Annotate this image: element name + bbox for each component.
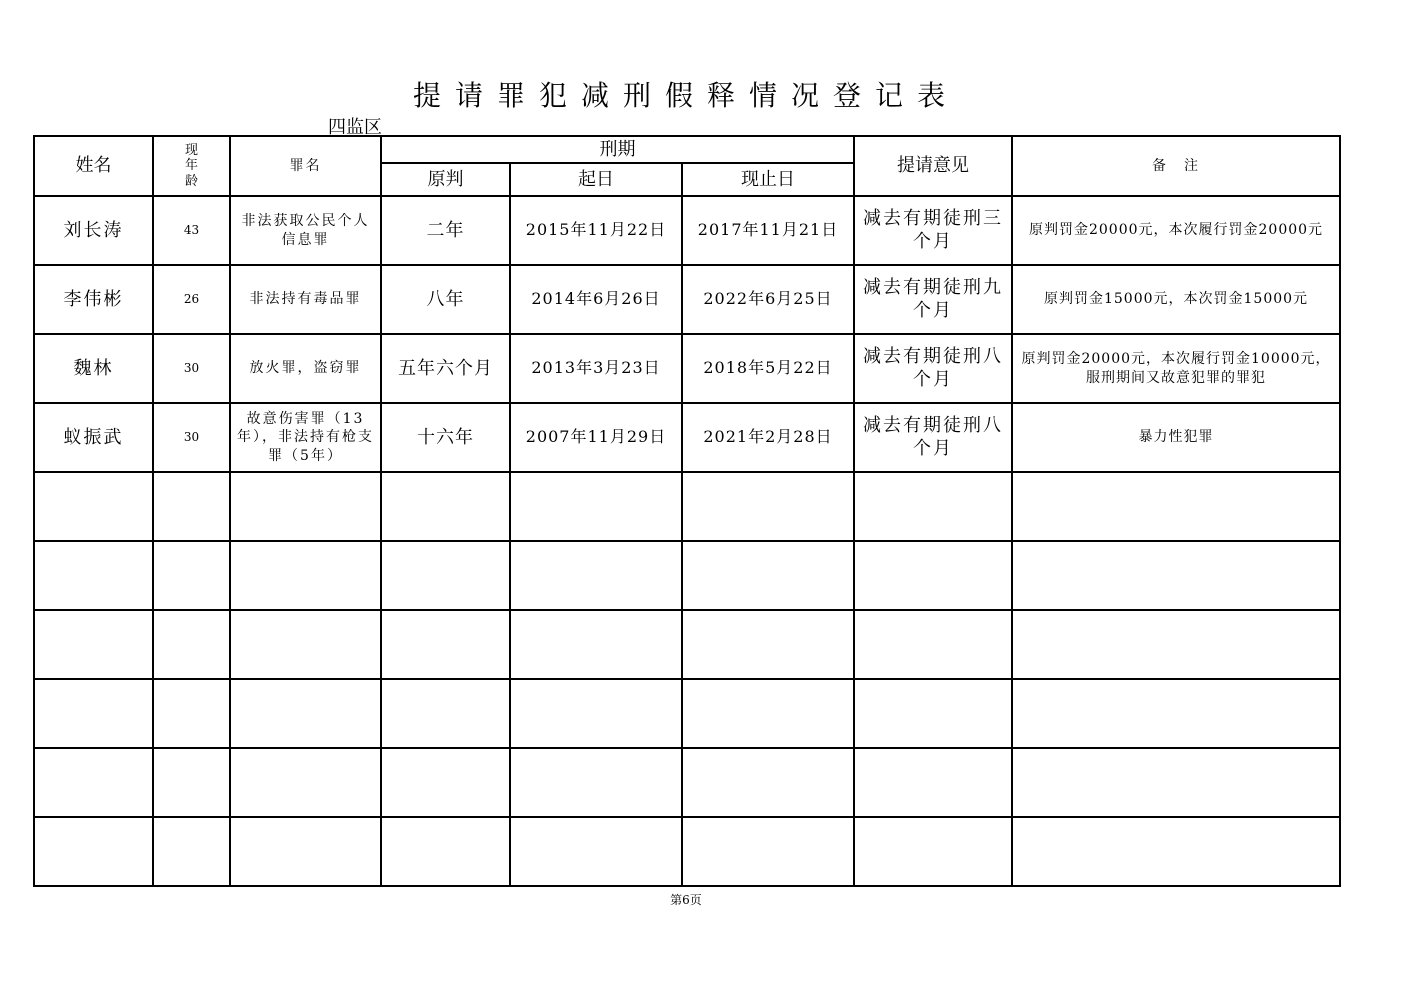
cell-original: 八年: [381, 265, 510, 334]
cell-remarks: 暴力性犯罪: [1012, 403, 1340, 472]
empty-cell-original: [381, 610, 510, 679]
cell-age: 26: [153, 265, 230, 334]
page-number: 第6页: [670, 893, 702, 907]
empty-cell-opinion: [854, 679, 1012, 748]
district-label: 四监区: [328, 117, 382, 138]
cell-remarks: 原判罚金20000元，本次履行罚金20000元: [1012, 196, 1340, 265]
cell-age: 30: [153, 334, 230, 403]
empty-cell-name: [34, 679, 153, 748]
empty-cell-crime: [230, 610, 381, 679]
cell-start: 2015年11月22日: [510, 196, 682, 265]
cell-opinion: 减去有期徒刑八个月: [854, 334, 1012, 403]
empty-cell-name: [34, 817, 153, 886]
empty-cell-crime: [230, 748, 381, 817]
empty-cell-original: [381, 472, 510, 541]
header-original: 原判: [381, 163, 510, 196]
header-remarks: 备 注: [1012, 136, 1340, 196]
empty-cell-crime: [230, 541, 381, 610]
cell-end: 2022年6月25日: [682, 265, 854, 334]
empty-cell-name: [34, 472, 153, 541]
cell-crime: 非法获取公民个人信息罪: [230, 196, 381, 265]
empty-cell-start: [510, 610, 682, 679]
empty-cell-end: [682, 748, 854, 817]
cell-crime: 故意伤害罪（13年），非法持有枪支罪（5年）: [230, 403, 381, 472]
empty-cell-start: [510, 472, 682, 541]
empty-cell-crime: [230, 679, 381, 748]
empty-table-row: [34, 472, 1340, 541]
cell-start: 2014年6月26日: [510, 265, 682, 334]
cell-crime: 放火罪，盗窃罪: [230, 334, 381, 403]
header-start: 起日: [510, 163, 682, 196]
empty-cell-end: [682, 817, 854, 886]
empty-cell-age: [153, 748, 230, 817]
empty-cell-name: [34, 748, 153, 817]
cell-opinion: 减去有期徒刑八个月: [854, 403, 1012, 472]
empty-cell-opinion: [854, 817, 1012, 886]
cell-original: 十六年: [381, 403, 510, 472]
header-name: 姓名: [34, 136, 153, 196]
table-row: [34, 265, 1340, 334]
header-term: 刑期: [381, 136, 854, 163]
empty-table-row: [34, 610, 1340, 679]
form-title: 提请罪犯减刑假释情况登记表: [412, 79, 959, 112]
cell-start: 2007年11月29日: [510, 403, 682, 472]
cell-remarks: 原判罚金15000元，本次罚金15000元: [1012, 265, 1340, 334]
empty-cell-age: [153, 679, 230, 748]
header-crime: 罪名: [230, 136, 381, 196]
empty-cell-end: [682, 472, 854, 541]
cell-name: 魏林: [34, 334, 153, 403]
empty-cell-crime: [230, 817, 381, 886]
empty-table-row: [34, 679, 1340, 748]
cell-opinion: 减去有期徒刑三个月: [854, 196, 1012, 265]
empty-cell-remarks: [1012, 541, 1340, 610]
empty-cell-end: [682, 679, 854, 748]
header-opinion: 提请意见: [854, 136, 1012, 196]
cell-end: 2018年5月22日: [682, 334, 854, 403]
header-age: 现年龄: [153, 136, 230, 196]
table-row: [34, 196, 1340, 265]
empty-cell-end: [682, 610, 854, 679]
table-row: [34, 403, 1340, 472]
empty-cell-age: [153, 541, 230, 610]
empty-cell-original: [381, 541, 510, 610]
cell-age: 30: [153, 403, 230, 472]
empty-cell-opinion: [854, 541, 1012, 610]
cell-opinion: 减去有期徒刑九个月: [854, 265, 1012, 334]
empty-cell-remarks: [1012, 817, 1340, 886]
empty-table-row: [34, 817, 1340, 886]
empty-cell-age: [153, 817, 230, 886]
empty-cell-remarks: [1012, 748, 1340, 817]
empty-cell-original: [381, 817, 510, 886]
empty-cell-start: [510, 679, 682, 748]
empty-cell-end: [682, 541, 854, 610]
empty-cell-remarks: [1012, 610, 1340, 679]
cell-end: 2021年2月28日: [682, 403, 854, 472]
empty-cell-age: [153, 472, 230, 541]
cell-end: 2017年11月21日: [682, 196, 854, 265]
cell-original: 五年六个月: [381, 334, 510, 403]
empty-cell-start: [510, 541, 682, 610]
cell-name: 李伟彬: [34, 265, 153, 334]
register-table: [33, 135, 1341, 887]
cell-start: 2013年3月23日: [510, 334, 682, 403]
empty-cell-opinion: [854, 748, 1012, 817]
table-row: [34, 334, 1340, 403]
empty-cell-original: [381, 679, 510, 748]
empty-cell-crime: [230, 472, 381, 541]
cell-remarks: 原判罚金20000元，本次履行罚金10000元，服刑期间又故意犯罪的罪犯: [1012, 334, 1340, 403]
empty-cell-opinion: [854, 472, 1012, 541]
empty-cell-opinion: [854, 610, 1012, 679]
header-end: 现止日: [682, 163, 854, 196]
empty-cell-start: [510, 817, 682, 886]
cell-original: 二年: [381, 196, 510, 265]
empty-cell-start: [510, 748, 682, 817]
empty-cell-remarks: [1012, 679, 1340, 748]
cell-crime: 非法持有毒品罪: [230, 265, 381, 334]
cell-age: 43: [153, 196, 230, 265]
empty-cell-remarks: [1012, 472, 1340, 541]
empty-cell-name: [34, 610, 153, 679]
empty-table-row: [34, 748, 1340, 817]
empty-cell-age: [153, 610, 230, 679]
empty-cell-name: [34, 541, 153, 610]
empty-cell-original: [381, 748, 510, 817]
empty-table-row: [34, 541, 1340, 610]
cell-name: 刘长涛: [34, 196, 153, 265]
cell-name: 蚁振武: [34, 403, 153, 472]
